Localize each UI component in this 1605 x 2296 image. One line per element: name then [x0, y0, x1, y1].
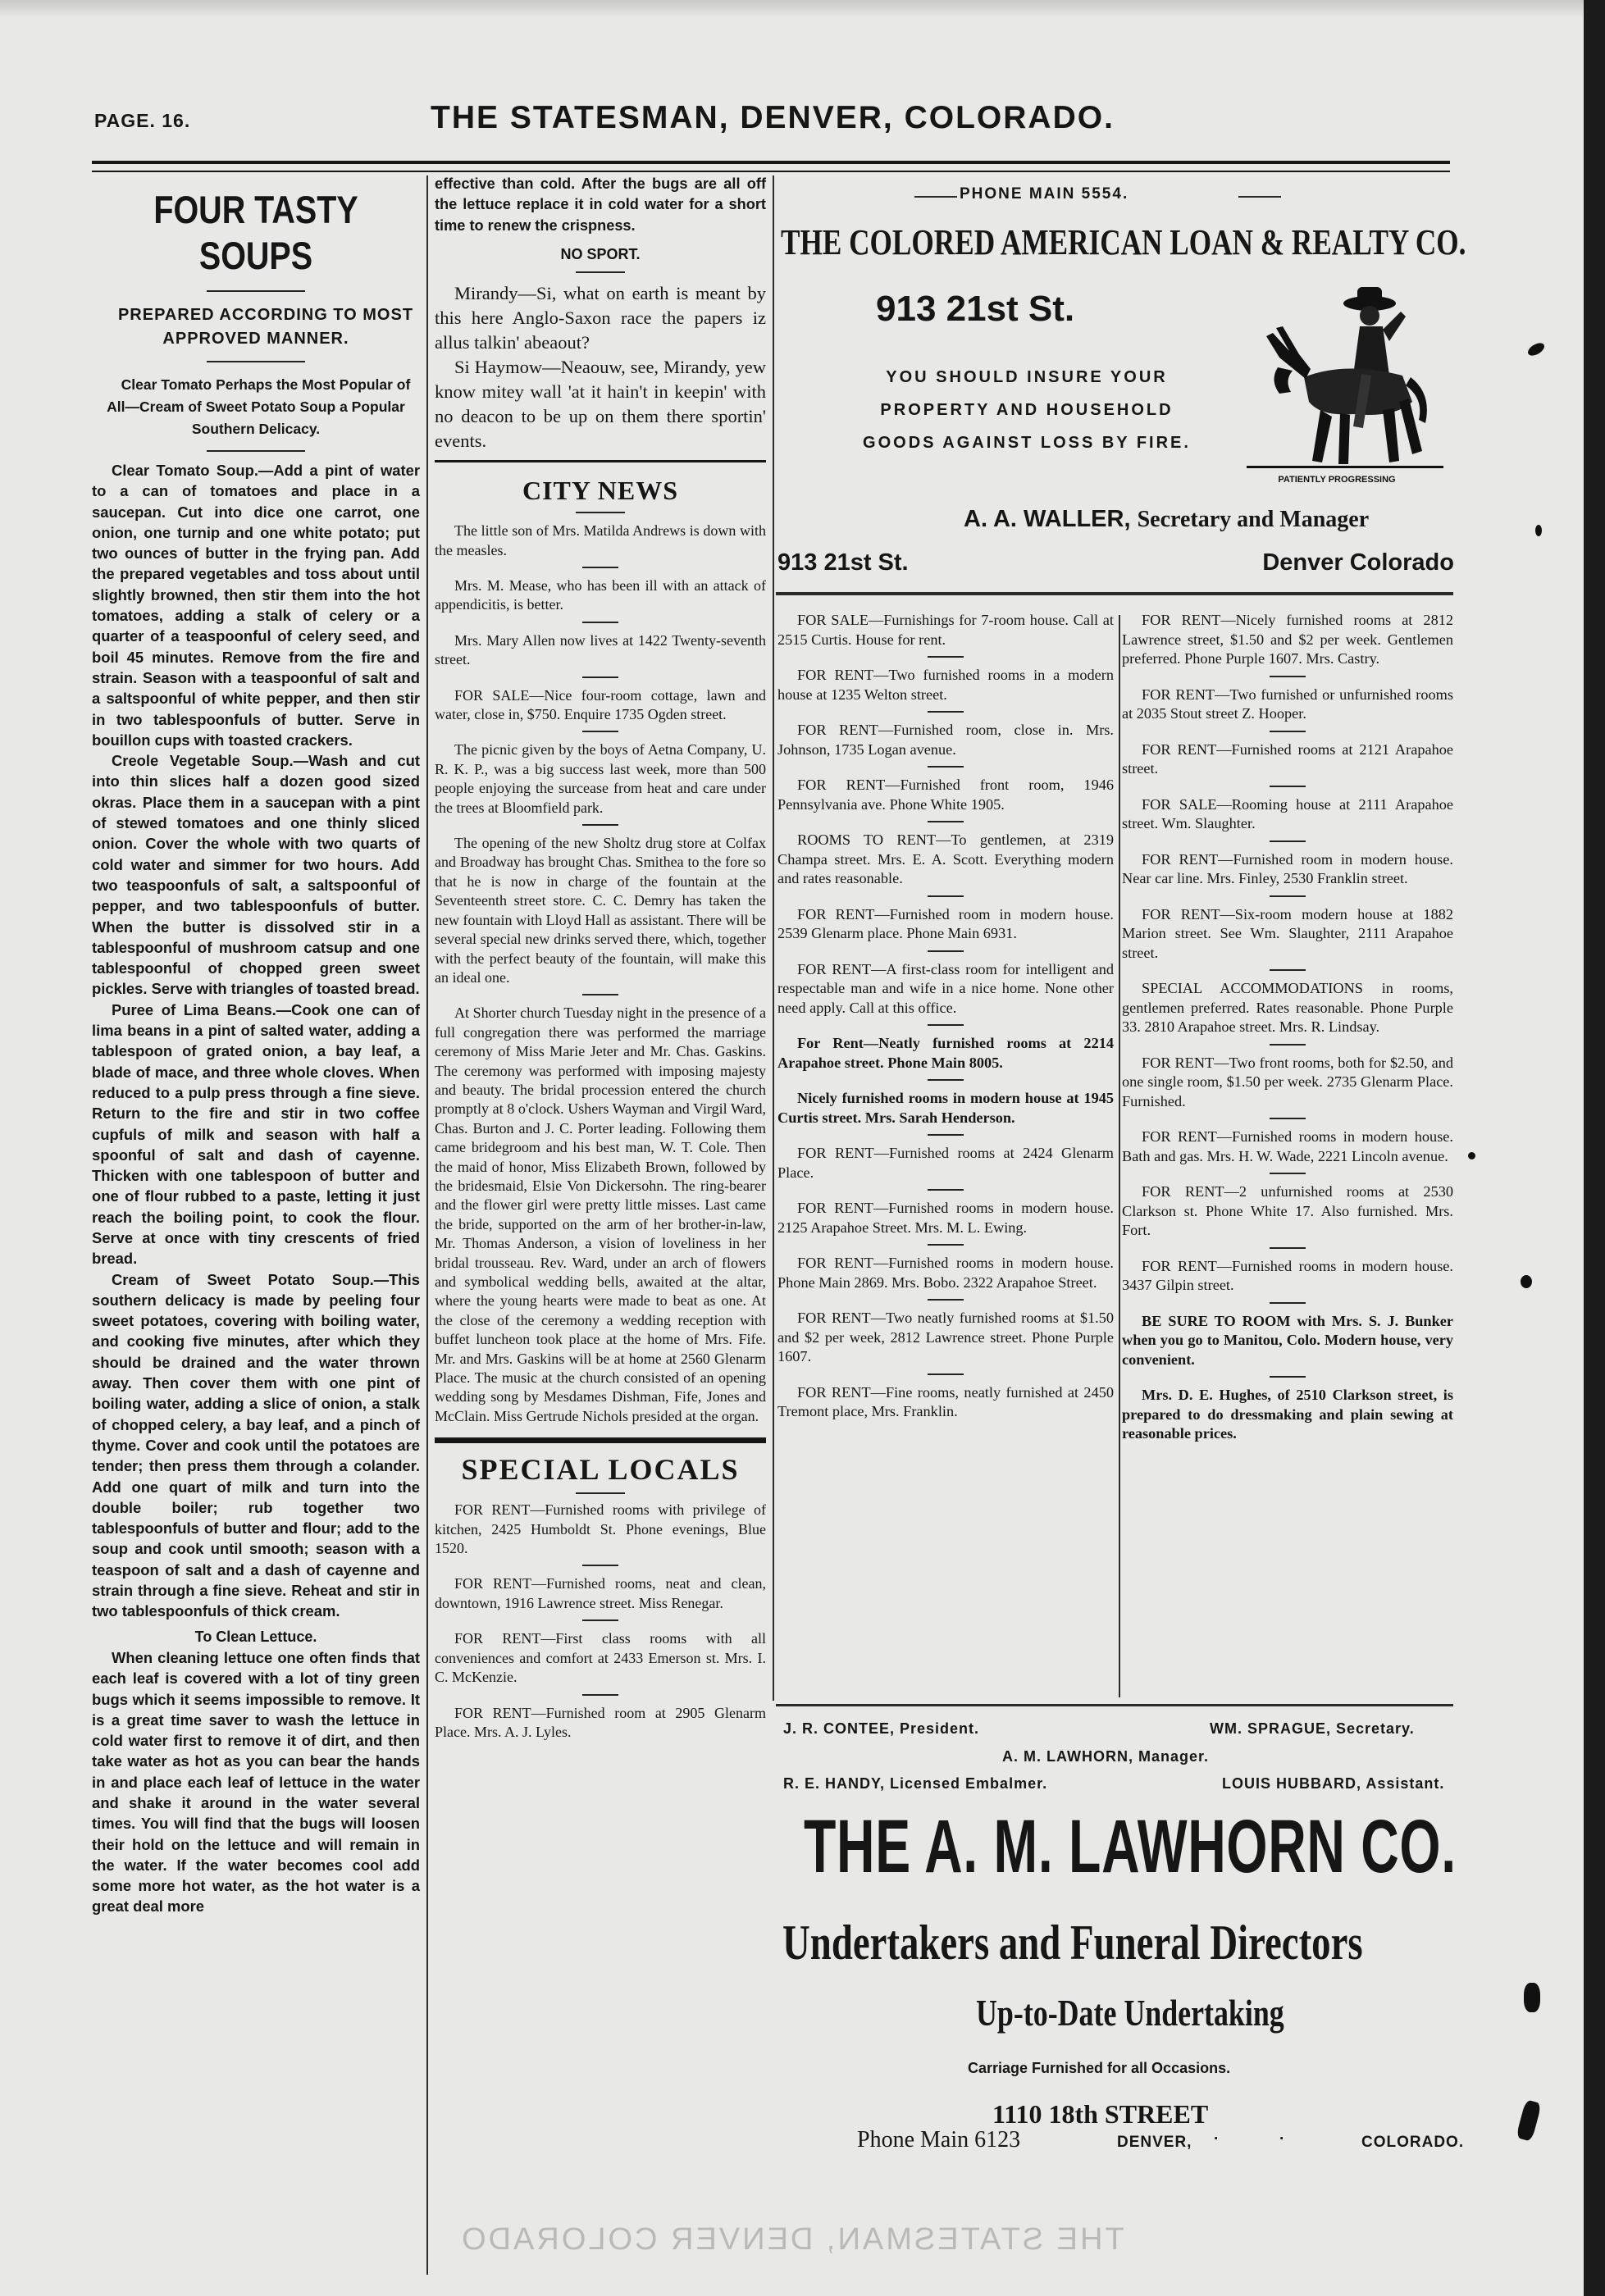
lawhorn-phone: Phone Main 6123 — [857, 2127, 1021, 2152]
loan-ad-foot-city: Denver Colorado — [1262, 549, 1454, 576]
special-locals-heading: SPECIAL LOCALS — [461, 1453, 740, 1487]
special-local-item: FOR RENT—Furnished rooms with privilege of kitchen, 2425 Humboldt St. Phone evenings, Blue 1520. — [435, 1501, 766, 1557]
divider — [1270, 1173, 1306, 1174]
divider — [1270, 676, 1306, 677]
divider — [1270, 895, 1306, 897]
classifieds-right — [1122, 611, 1453, 1444]
lawhorn-address: 1110 18th STREET — [992, 2099, 1209, 2129]
scan-speck — [1516, 2099, 1542, 2142]
divider — [582, 824, 618, 826]
lawhorn-secretary: WM. SPRAGUE, Secretary. — [1210, 1720, 1415, 1737]
soups-body — [92, 460, 420, 1622]
loan-ad-insure — [830, 361, 1224, 459]
soups-subtitle: PREPARED ACCORDING TO MOST APPROVED MANNER. — [117, 306, 414, 348]
classifieds-left — [777, 611, 1114, 1422]
classified-ad: Nicely furnished rooms in modern house at 1945 Curtis street. Mrs. Sarah Henderson. — [777, 1090, 1114, 1126]
divider — [576, 512, 625, 513]
divider — [928, 1079, 964, 1081]
classified-ad: FOR RENT—Furnished room, close in. Mrs. Johnson, 1735 Logan avenue. — [777, 722, 1114, 758]
classified-ad: FOR RENT—Furnished rooms in modern house. Bath and gas. Mrs. H. W. Wade, 2221 Lincoln avenue. — [1122, 1128, 1453, 1164]
divider — [1270, 1302, 1306, 1304]
divider — [1270, 1118, 1306, 1119]
mule-rider-emblem-icon — [1230, 279, 1452, 500]
lawhorn-company-name: THE A. M. LAWHORN CO. — [804, 1805, 1457, 1888]
loan-ad-address: 913 21st St. — [876, 289, 1075, 329]
classified-ad: FOR RENT—Two neatly furnished rooms at $1.50 and $2 per week, 2812 Lawrence street. Phone Purple 1607. — [777, 1310, 1114, 1364]
city-news-item: The opening of the new Sholtz drug store at Colfax and Broadway has brought Chas. Smithea to the fore so that he is now in charge of the fountain at the Seventeenth street store. C. C. Demry has taken the new fountain with Lloyd Hall as assistant. There will be several special new drinks served there, which, together with the perfect beauty of the fountain, will make this an ideal one. — [435, 835, 766, 986]
manager-name: A. A. WALLER, — [964, 506, 1131, 532]
lawhorn-manager: A. M. LAWHORN, Manager. — [1002, 1748, 1210, 1765]
lawhorn-dot: · — [1279, 2130, 1286, 2148]
manager-title: Secretary and Manager — [1137, 507, 1370, 532]
nosport-p1: Mirandy—Si, what on earth is meant by this here Anglo-Saxon race the papers iz allus talkin' abeaout? — [435, 283, 766, 353]
lawhorn-carriage: Carriage Furnished for all Occasions. — [968, 2060, 1231, 2076]
masthead-rule-thin — [92, 171, 1450, 172]
city-news-item: Mrs. Mary Allen now lives at 1422 Twenty-seventh street. — [435, 631, 766, 668]
divider — [582, 1565, 618, 1566]
soups-title: FOUR TASTY SOUPS — [153, 188, 358, 277]
classified-ad: BE SURE TO ROOM with Mrs. S. J. Bunker when you go to Manitou, Colo. Modern house, very convenient. — [1122, 1312, 1453, 1368]
divider — [928, 895, 964, 897]
insure-line: PROPERTY AND HOUSEHOLD — [880, 401, 1174, 419]
special-local-item: FOR RENT—Furnished room at 2905 Glenarm Place. Mrs. A. J. Lyles. — [435, 1704, 766, 1740]
masthead-title: THE STATESMAN, DENVER, COLORADO. — [431, 100, 1115, 135]
classified-ad: FOR RENT—Six-room modern house at 1882 Marion street. See Wm. Slaughter, 2111 Arapahoe street. — [1122, 905, 1453, 961]
column-divider-3 — [1119, 615, 1120, 1697]
lawhorn-tagline: Up-to-Date Undertaking — [976, 1992, 1284, 2034]
soup-sweet-potato: Cream of Sweet Potato Soup.—This southern delicacy is made by peeling four sweet potatoes, covering with boiling water, and cooking five minutes, after which they should be drained and the water thrown away. Then cover them with one pint of boiling water, adding a slice of onion, a stalk of chopped celery, a bay leaf, and a pinch of thyme. Cover and cook until the potatoes are tender; then press them through a colander. Add one quart of milk and turn into the double boiler; rub together two tablespoonfuls of butter and flour; add to the soup and cook until smooth; season with a teaspoon of salt and a dash of cayenne and strain through a fine sieve. Reheat and stir in two tablespoonfuls of thick cream. — [92, 1270, 420, 1620]
emblem-caption: PATIENTLY PROGRESSING — [1278, 475, 1396, 485]
classified-ad: Mrs. D. E. Hughes, of 2510 Clarkson street, is prepared to do dressmaking and plain sewing at reasonable prices. — [1122, 1387, 1453, 1442]
scan-speck — [1525, 340, 1546, 358]
lawhorn-embalmer: R. E. HANDY, Licensed Embalmer. — [783, 1775, 1048, 1792]
lettuce-body — [92, 1647, 420, 1917]
classified-ad: FOR RENT—Fine rooms, neatly furnished at 2450 Tremont place, Mrs. Franklin. — [777, 1383, 1114, 1419]
scan-speck — [1521, 1275, 1532, 1288]
classified-ad: FOR RENT—Furnished room in modern house. Near car line. Mrs. Finley, 2530 Franklin street. — [1122, 850, 1453, 886]
loan-ad-name: THE COLORED AMERICAN LOAN & REALTY CO. — [781, 222, 1466, 262]
divider — [928, 766, 964, 768]
divider — [1270, 1376, 1306, 1378]
divider — [1270, 840, 1306, 842]
soup-creole-vegetable: Creole Vegetable Soup.—Wash and cut into thin slices half a dozen good sized okras. Place them in a saucepan with a pint of stewed tomatoes and one thinly sliced onion. Cover the whole with two quarts of cold water and simmer for two hours. Add two teaspoonfuls of salt, a saltspoonful of pepper, and two tablespoonfuls of butter. When the butter is dissolved stir in a tablespoonful of mushroom catsup and one tablespoonful of chopped green sweet pickles. Serve with triangles of toasted bread. — [92, 752, 420, 998]
classified-ad: FOR RENT—Furnished rooms at 2121 Arapahoe street. — [1122, 740, 1453, 777]
divider — [582, 994, 618, 995]
classified-ad: FOR RENT—Nicely furnished rooms at 2812 Lawrence street, $1.50 and $2 per week. Gentlemen preferred. Phone Purple 1607. Mrs. Castry. — [1122, 612, 1453, 667]
lettuce-continued — [435, 174, 766, 236]
city-news-wedding: At Shorter church Tuesday night in the presence of a full congregation there was performed the marriage ceremony of Miss Marie Jeter and Mr. Chas. Gaskins. The ceremony was performed with imposing majesty and beauty. The bridal procession entered the church promptly at 8 o'clock. Ushers Wayman and Virgil Ward, Chas. Burton and J. C. Porter leading. Following them came bridegroom and his best man, W. T. Cole. Then the maid of honor, Miss Elizabeth Brown, followed by the bridesmaid, Elsie Von Dickersohn. The ring-bearer and the flower girl were pretty little misses. Last came the bride, supported on the arm of her brother-in-law, Mr. Thomas Anderson, a vision of loveliness in her bridal trousseau. Rev. Ward, under an arch of flowers and symbolical wedding bells, awaited at the altar, where the young hearts were made to beat as one. At the close of the ceremony a wedding reception with buffet luncheon took place at the home of Mrs. Fife. Mr. and Mrs. Gaskins will be at home at 2560 Glenarm Place. The music at the church consisted of an opening wedding song by Mesdames Dishman, Fife, Jones and McClain. Miss Gertrude Nichols presided at the organ. — [435, 1004, 766, 1424]
column-divider-1 — [426, 175, 428, 2275]
divider — [928, 1374, 964, 1375]
divider — [582, 1620, 618, 1621]
divider — [582, 1694, 618, 1696]
classified-ad: FOR RENT—Two furnished or unfurnished rooms at 2035 Stout street Z. Hooper. — [1122, 686, 1453, 722]
classified-ad: FOR RENT—Furnished rooms in modern house. Phone Main 2869. Mrs. Bobo. 2322 Arapahoe Street. — [777, 1255, 1114, 1291]
insure-line: GOODS AGAINST LOSS BY FIRE. — [863, 434, 1191, 452]
soups-deck: Clear Tomato Perhaps the Most Popular of All—Cream of Sweet Potato Soup a Popular Southern Delicacy. — [107, 376, 411, 437]
loan-ad-bottom-rule — [776, 592, 1453, 595]
divider — [928, 821, 964, 822]
column-divider-2 — [773, 175, 774, 1701]
masthead-rule — [92, 161, 1450, 164]
classified-ad: FOR RENT—Furnished room in modern house. 2539 Glenarm place. Phone Main 6931. — [777, 905, 1114, 941]
loan-ad-manager — [964, 506, 1456, 533]
lawhorn-president: J. R. CONTEE, President. — [783, 1720, 980, 1737]
classified-ad: FOR RENT—Furnished rooms at 2424 Glenarm Place. — [777, 1145, 1114, 1181]
divider — [1270, 731, 1306, 732]
divider — [928, 1299, 964, 1301]
classified-ad: FOR SALE—Furnishings for 7-room house. Call at 2515 Curtis. House for rent. — [777, 612, 1114, 648]
classified-ad: FOR RENT—2 unfurnished rooms at 2530 Clarkson st. Phone White 17. Also furnished. Mrs. Fort. — [1122, 1183, 1453, 1238]
nosport-body — [435, 281, 766, 453]
column-soups — [92, 187, 420, 1917]
classified-ad: FOR SALE—Rooming house at 2111 Arapahoe street. Wm. Slaughter. — [1122, 795, 1453, 831]
divider — [928, 1189, 964, 1191]
insure-line: YOU SHOULD INSURE YOUR — [886, 368, 1168, 386]
city-news-heading: CITY NEWS — [522, 476, 679, 506]
classified-ad: For Rent—Neatly furnished rooms at 2214 Arapahoe street. Phone Main 8005. — [777, 1035, 1114, 1071]
classified-ad: FOR RENT—Two front rooms, both for $2.50, and one single room, $1.50 per week. 2735 Glenarm Place. Furnished. — [1122, 1054, 1453, 1109]
classified-ad: ROOMS TO RENT—To gentlemen, at 2319 Champa street. Mrs. E. A. Scott. Everything modern and rates reasonable. — [777, 831, 1114, 886]
divider — [928, 656, 964, 658]
divider — [576, 271, 625, 273]
special-local-item: FOR RENT—First class rooms with all conveniences and comfort at 2433 Emerson st. Mrs. I. C. McKenzie. — [435, 1630, 766, 1686]
divider — [582, 567, 618, 568]
divider — [928, 1134, 964, 1136]
lawhorn-assistant: LOUIS HUBBARD, Assistant. — [1222, 1775, 1445, 1792]
divider — [1270, 969, 1306, 971]
classified-ad: FOR RENT—Furnished rooms in modern house. 3437 Gilpin street. — [1122, 1257, 1453, 1293]
lawhorn-services: Undertakers and Funeral Directors — [782, 1916, 1363, 1970]
classified-ad: FOR RENT—A first-class room for intelligent and respectable man and wife in a nice home. None other need apply. Call at this office. — [777, 960, 1114, 1016]
divider — [1270, 1247, 1306, 1249]
divider — [928, 950, 964, 952]
rule-thick — [435, 1437, 766, 1443]
divider — [928, 1244, 964, 1246]
city-news-item: FOR SALE—Nice four-room cottage, lawn and water, close in, $750. Enquire 1735 Ogden street. — [435, 686, 766, 723]
soup-clear-tomato: Clear Tomato Soup.—Add a pint of water to a can of tomatoes and place in a saucepan. Cut into dice one carrot, one onion, one turnip and one white potato; put two ounces of butter in the frying pan. Add the prepared vegetables and toss about until slightly browned, then stir them into the hot tomatoes, adding a stalk of celery or a quarter of a teaspoonful of celery seed, and boil 45 minutes. Remove from the fire and strain. Season with a teaspoonful of salt and a saltspoonful of white pepper, and then stir in two tablespoonfuls of butter. Serve in bouillon cups with toasted crackers. — [92, 462, 420, 749]
scan-edge-right — [1584, 0, 1605, 2296]
soup-lima-beans: Puree of Lima Beans.—Cook one can of lima beans in a pint of salted water, adding a tablespoon of grated onion, a bay leaf, a blade of mace, and three whole cloves. When reduced to a pulp press through a fine sieve. Return to the fire and stir in two coffee cupfuls of milk and season with half a spoonful of salt and dash of cayenne. Thicken with one tablespoon of butter and one of flour rubbed to a paste, letting it just reach the boiling point, to cook the flour. Serve at once with tiny crescents of fried bread. — [92, 1000, 420, 1268]
divider — [207, 361, 305, 362]
city-news-item: The picnic given by the boys of Aetna Company, U. R. K. P., was a big success last week, more than 500 people enjoying the surcease from heat and care under the trees at Bloomfield park. — [435, 741, 766, 816]
page-number: PAGE. 16. — [94, 110, 191, 131]
divider — [207, 290, 305, 292]
city-news-item: The little son of Mrs. Matilda Andrews is down with the measles. — [435, 522, 766, 558]
divider — [1270, 1044, 1306, 1046]
special-locals-body — [435, 1501, 766, 1742]
divider — [928, 1024, 964, 1026]
loan-ad-foot-address: 913 21st St. — [777, 549, 909, 576]
ad-dash — [1238, 196, 1281, 198]
classified-ad: FOR RENT—Two furnished rooms in a modern house at 1235 Welton street. — [777, 667, 1114, 703]
reverse-bleed-text: THE STATESMAN, DENVER COLORADO — [459, 2222, 1124, 2257]
nosport-heading: NO SPORT. — [560, 245, 641, 262]
lettuce-text: When cleaning lettuce one often finds that each leaf is covered with a lot of tiny green bugs which it seems impossible to remove. It is a great time saver to wash the lettuce in cold water first to remove it of dirt, and then take water as hot as you can bear the hands in and place each leaf of lettuce in the water and shake it around in the water several times. You will find that the bugs will loosen their hold on the lettuce and will remain in the water. If the water becomes cool add some more hot water, as the hot water is a great deal more — [92, 1648, 420, 1916]
city-news-item: Mrs. M. Mease, who has been ill with an attack of appendicitis, is better. — [435, 577, 766, 613]
classified-ad: SPECIAL ACCOMMODATIONS in rooms, gentlemen preferred. Rates reasonable. Phone Purple 33. 2810 Arapahoe street. Mrs. R. Lindsay. — [1122, 980, 1453, 1035]
divider — [207, 450, 305, 452]
divider — [576, 1492, 625, 1494]
ad-dash — [914, 196, 957, 198]
divider — [928, 711, 964, 713]
scan-speck — [1468, 1152, 1475, 1159]
special-local-item: FOR RENT—Furnished rooms, neat and clean, downtown, 1916 Lawrence street. Miss Renegar. — [435, 1575, 766, 1611]
lawhorn-top-rule — [776, 1704, 1453, 1706]
lettuce-cont-text: effective than cold. After the bugs are all off the lettuce replace it in cold water for a short time to renew the crispness. — [435, 175, 766, 234]
divider — [582, 622, 618, 623]
divider — [1270, 786, 1306, 787]
loan-ad-phone: PHONE MAIN 5554. — [960, 185, 1129, 203]
lawhorn-state: COLORADO. — [1361, 2134, 1465, 2151]
rule — [435, 460, 766, 462]
classified-ad: FOR RENT—Furnished rooms in modern house. 2125 Arapahoe Street. Mrs. M. L. Ewing. — [777, 1200, 1114, 1236]
lawhorn-city: DENVER, — [1117, 2134, 1192, 2151]
nosport-p2: Si Haymow—Neaouw, see, Mirandy, yew know mitey wall 'at it hain't in keepin' with no deacon to be up on them there sportin' events. — [435, 357, 766, 452]
divider — [582, 676, 618, 678]
divider — [582, 731, 618, 732]
scan-speck — [1524, 1983, 1540, 2012]
city-news-body — [435, 522, 766, 1426]
lettuce-heading: To Clean Lettuce. — [194, 1628, 317, 1645]
scan-speck — [1535, 525, 1542, 536]
lawhorn-dot: · — [1214, 2130, 1220, 2148]
scan-edge-top — [0, 0, 1605, 18]
column-news — [435, 174, 766, 1742]
classified-ad: FOR RENT—Furnished front room, 1946 Pennsylvania ave. Phone White 1905. — [777, 777, 1114, 813]
